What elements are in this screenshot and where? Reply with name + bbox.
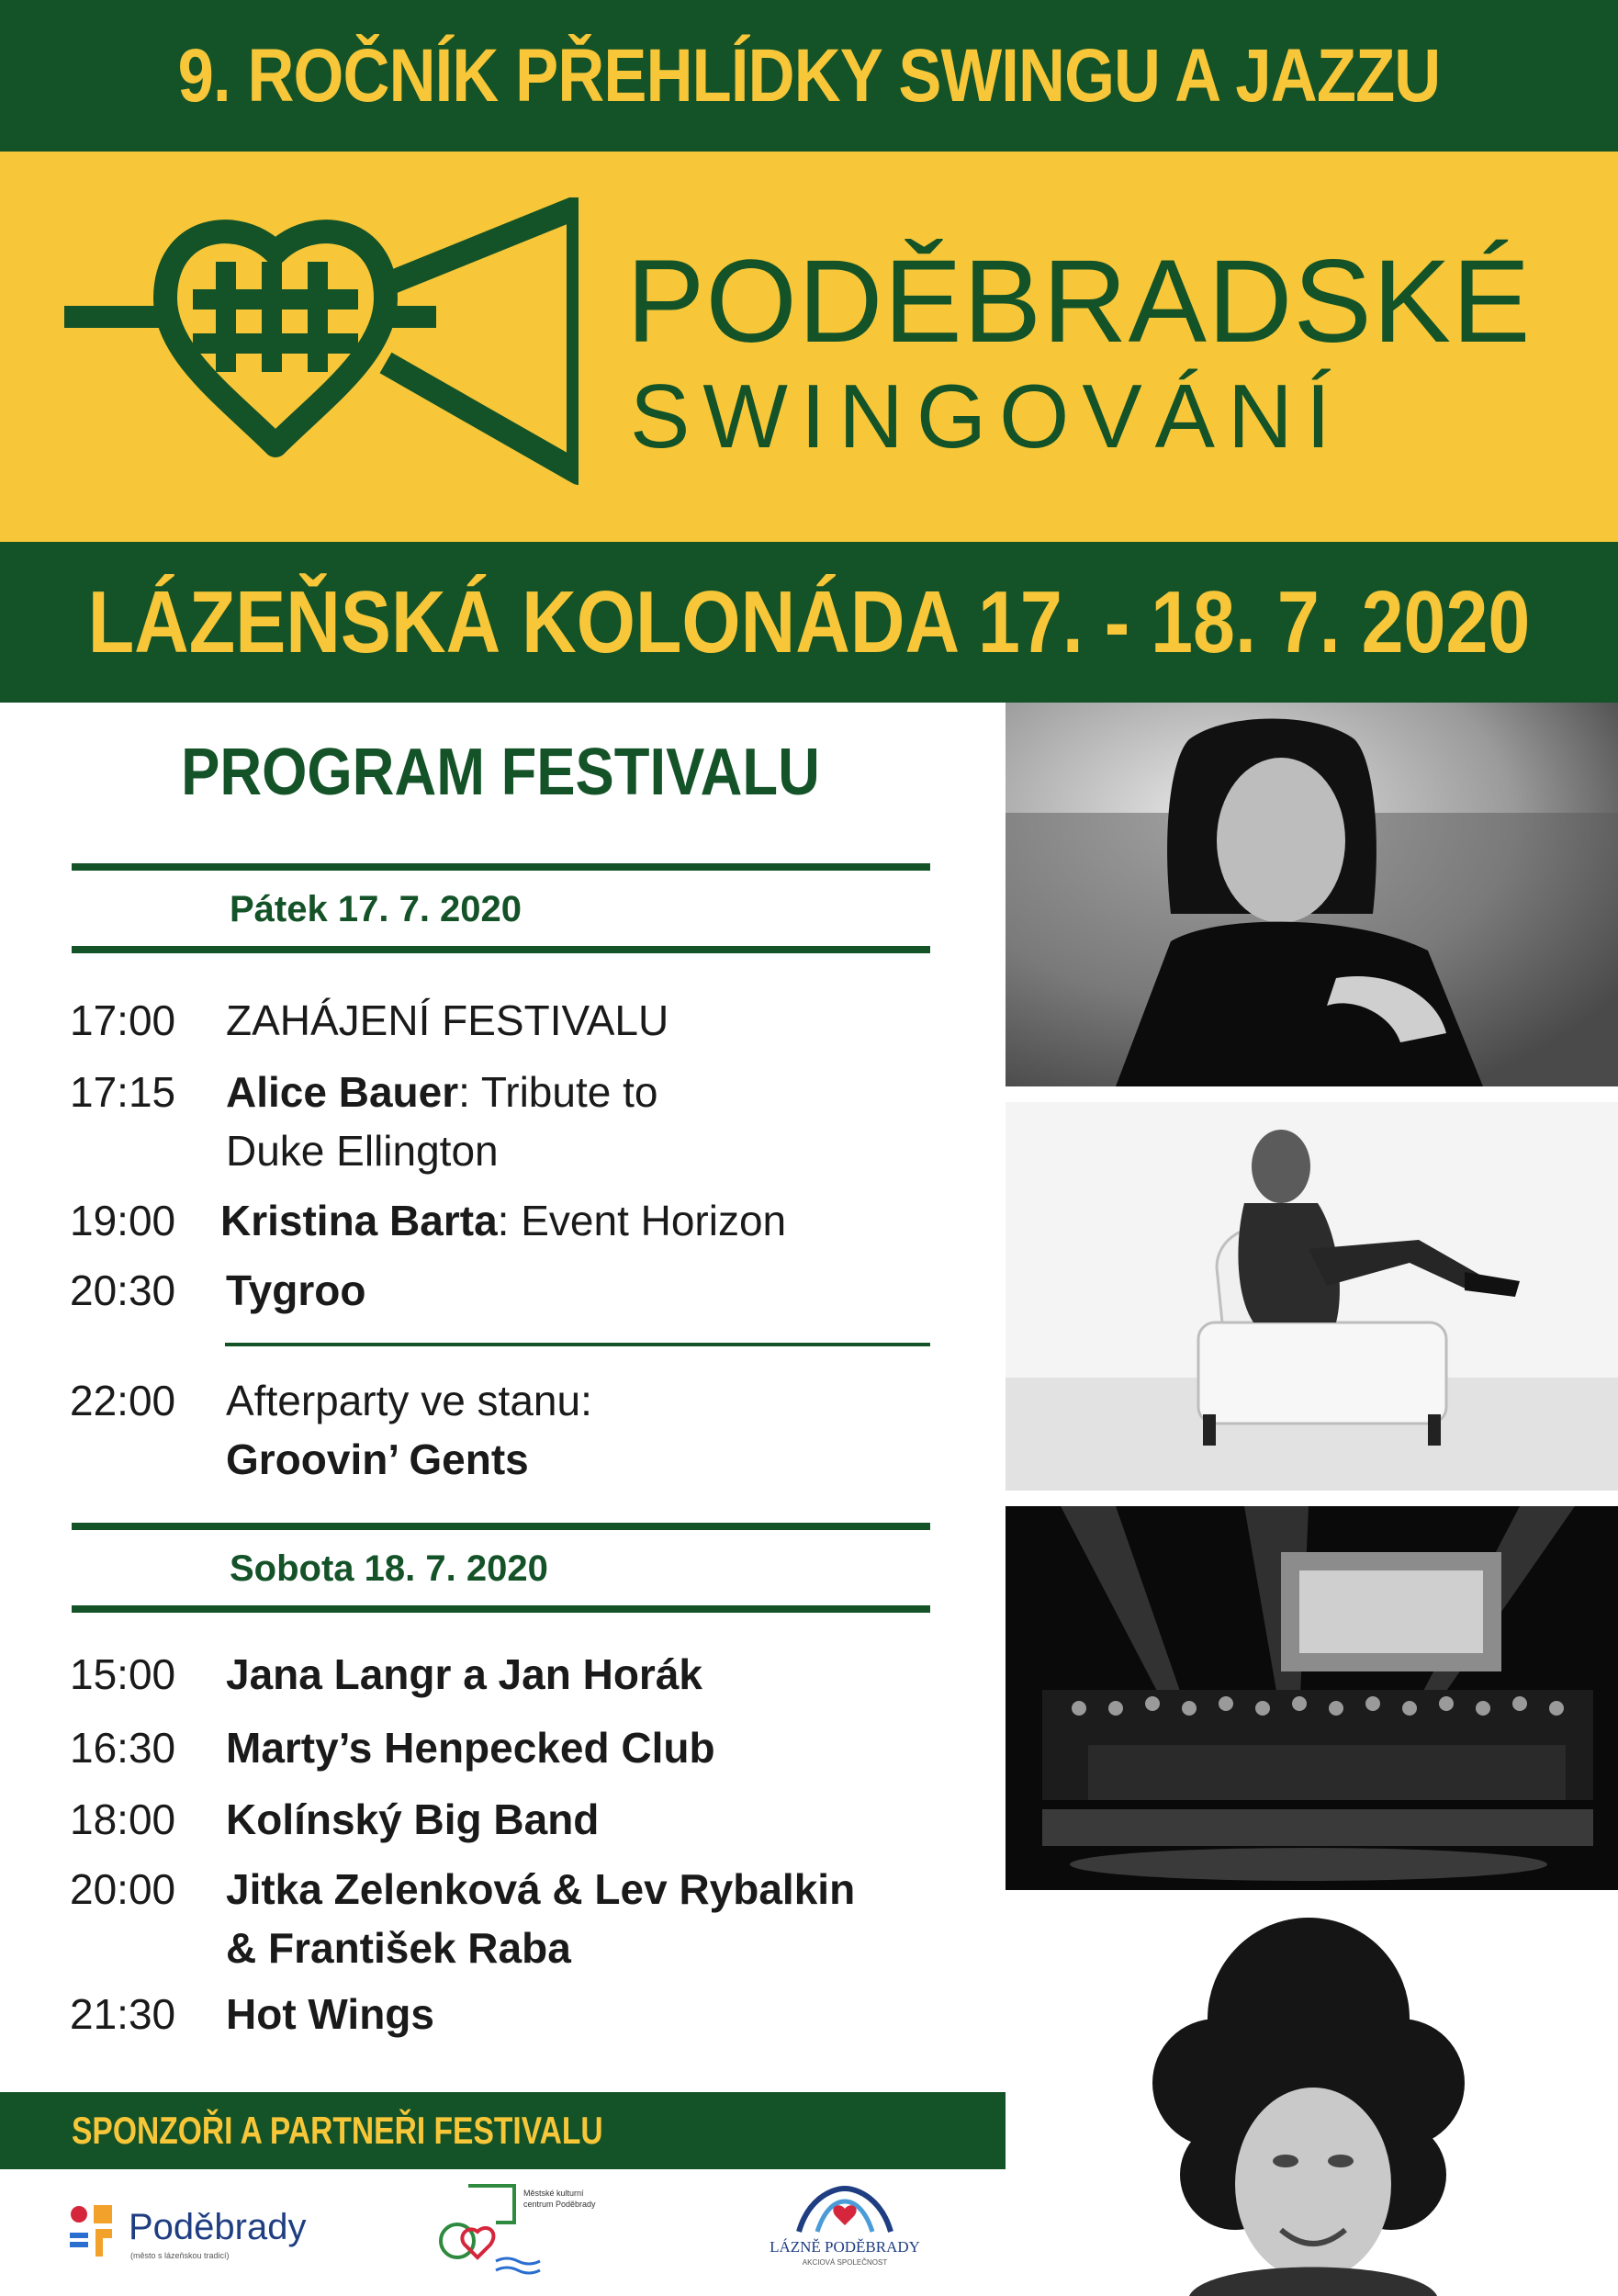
- artist-name: Marty’s Henpecked Club: [226, 1724, 715, 1772]
- schedule-time: 16:30: [70, 1724, 176, 1772]
- schedule-item: [70, 1717, 715, 1778]
- trumpet-heart-logo: [64, 197, 579, 491]
- sponsor-logo-lazne: [753, 2181, 937, 2282]
- schedule-time: 17:00: [70, 996, 176, 1044]
- schedule-act: ZAHÁJENÍ FESTIVALU: [226, 996, 669, 1044]
- schedule-item: [70, 1190, 787, 1251]
- schedule-item: [70, 1370, 592, 1483]
- schedule-time: 20:00: [70, 1865, 176, 1913]
- schedule-time: 19:00: [70, 1197, 176, 1244]
- act-detail-line2: Duke Ellington: [226, 1127, 499, 1175]
- schedule-time: 15:00: [70, 1650, 176, 1698]
- schedule-item: [70, 1260, 366, 1321]
- artist-name: Kristina Barta: [220, 1197, 498, 1244]
- schedule-time: 17:15: [70, 1068, 176, 1116]
- brand-name-line2: SWINGOVÁNÍ: [630, 366, 1344, 467]
- schedule-item: [70, 1062, 658, 1175]
- schedule-time: 22:00: [70, 1377, 176, 1424]
- artist-name: Jana Langr a Jan Horák: [226, 1650, 702, 1698]
- artist-name-line2: & František Raba: [226, 1924, 571, 1972]
- venue-date: LÁZEŇSKÁ KOLONÁDA 17. - 18. 7. 2020: [87, 572, 1531, 671]
- schedule-time: 18:00: [70, 1795, 176, 1843]
- logo-tagline: (město s lázeňskou tradicí): [130, 2251, 230, 2260]
- sponsors-label: SPONZOŘI A PARTNEŘI FESTIVALU: [72, 2109, 603, 2152]
- photo-kristina-barta: [1006, 1102, 1618, 1491]
- artist-name: Alice Bauer: [226, 1068, 459, 1116]
- divider: [72, 863, 930, 871]
- schedule-time: 21:30: [70, 1990, 176, 2038]
- schedule-time: 20:30: [70, 1266, 176, 1314]
- sponsor-logo-mkc: [432, 2177, 615, 2278]
- sponsor-logo-podebrady: [66, 2200, 314, 2273]
- act-detail: : Tribute to: [458, 1068, 658, 1116]
- artist-name: Jitka Zelenková & Lev Rybalkin: [226, 1865, 856, 1913]
- podebrady-emblem-icon: [66, 2200, 121, 2264]
- logo-name: Městské kulturní centrum Poděbrady: [523, 2189, 596, 2209]
- divider: [72, 946, 930, 953]
- edition-title: 9. ROČNÍK PŘEHLÍDKY SWINGU A JAZZU: [177, 33, 1441, 118]
- logo-name: LÁZNĚ PODĚBRADY: [770, 2238, 920, 2256]
- day-label-friday: Pátek 17. 7. 2020: [230, 889, 522, 929]
- schedule-item: [70, 990, 669, 1051]
- logo-tagline: AKCIOVÁ SPOLEČNOST: [802, 2258, 888, 2267]
- divider: [225, 1343, 930, 1346]
- artist-name: Kolínský Big Band: [226, 1795, 600, 1843]
- schedule-item: [70, 1789, 600, 1850]
- photo-big-band-stage: [1006, 1506, 1618, 1890]
- act-detail: : Event Horizon: [497, 1197, 787, 1244]
- day-label-saturday: Sobota 18. 7. 2020: [230, 1548, 548, 1589]
- schedule-item: [70, 1859, 856, 1972]
- photo-jitka-zelenkova: [1006, 1908, 1618, 2296]
- divider: [72, 1605, 930, 1613]
- program-heading: PROGRAM FESTIVALU: [181, 736, 820, 809]
- top-banner: [0, 0, 1618, 152]
- venue-banner: [0, 542, 1618, 703]
- lazne-emblem-icon: [790, 2181, 900, 2236]
- brand-name-line1: PODĚBRADSKÉ: [626, 236, 1532, 367]
- schedule-item: [70, 1984, 434, 2044]
- artist-name: Tygroo: [226, 1266, 366, 1314]
- divider: [72, 1523, 930, 1530]
- artist-name: Hot Wings: [226, 1990, 434, 2038]
- logo-name: Poděbrady: [129, 2207, 307, 2247]
- schedule-act: Afterparty ve stanu:: [226, 1377, 592, 1424]
- artist-name: Groovin’ Gents: [226, 1435, 529, 1483]
- logo-banner: [0, 152, 1618, 542]
- sponsors-banner: [0, 2092, 1006, 2169]
- photo-alice-bauer: [1006, 703, 1618, 1086]
- schedule-item: [70, 1644, 702, 1705]
